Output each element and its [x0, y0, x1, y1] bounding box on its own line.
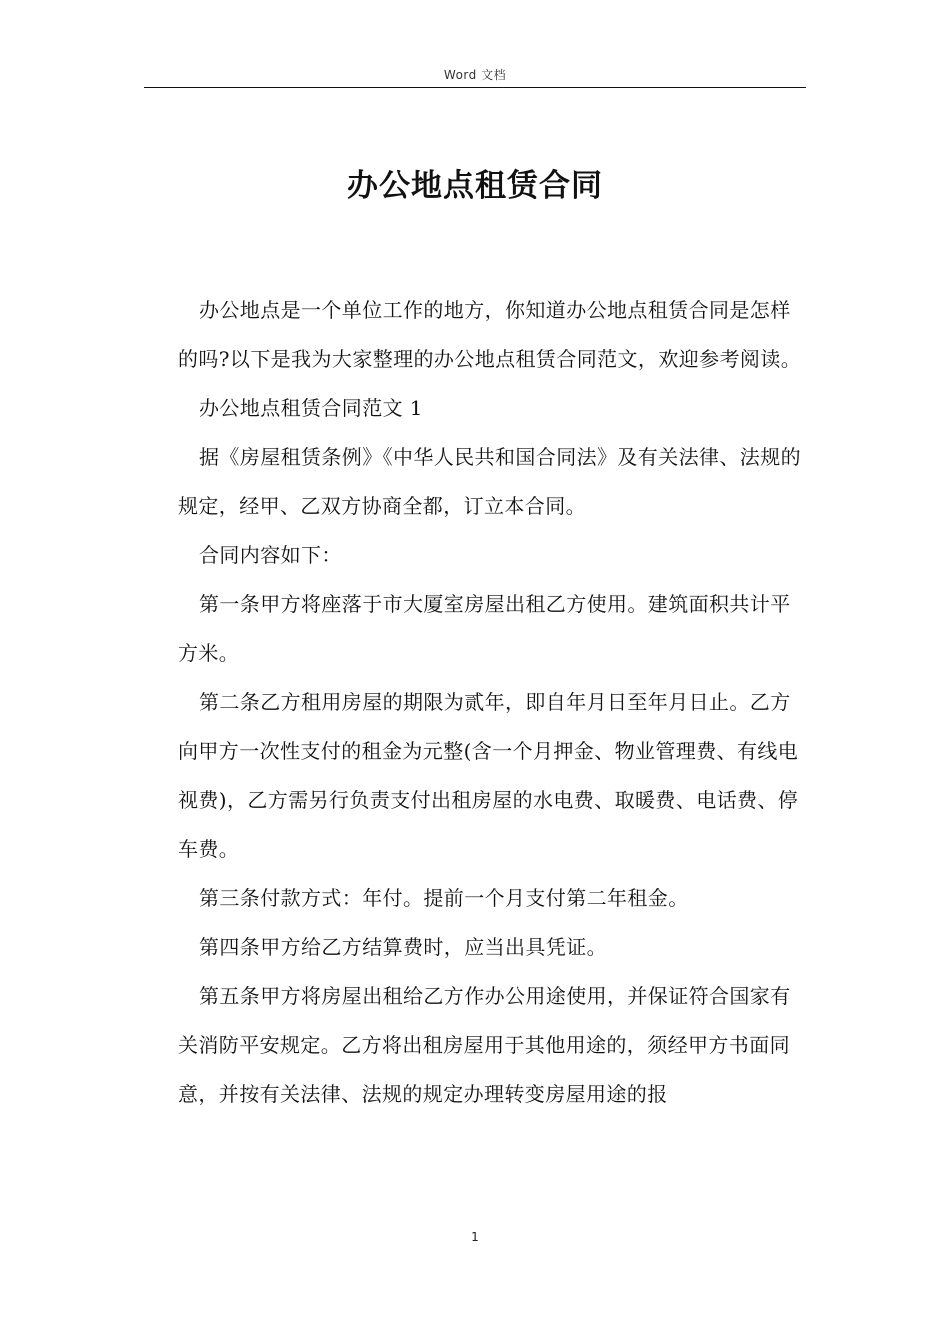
- paragraph-legal-basis: 据《房屋租赁条例》《中华人民共和国合同法》及有关法律、法规的规定，经甲、乙双方协商全都，订立本合同。: [178, 445, 801, 518]
- paragraph-article-3: 第三条付款方式：年付。提前一个月支付第二年租金。: [199, 886, 689, 910]
- document-body: [178, 286, 804, 1119]
- paragraph-article-4: 第四条甲方给乙方结算费时，应当出具凭证。: [199, 935, 607, 959]
- page-number: 1: [471, 1230, 479, 1244]
- paragraph-contents-intro: 合同内容如下：: [199, 543, 342, 567]
- page-header-label: Word 文档: [443, 68, 507, 82]
- paragraph-sample-heading: 办公地点租赁合同范文 1: [199, 396, 423, 420]
- paragraph-intro: 办公地点是一个单位工作的地方，你知道办公地点租赁合同是怎样的吗?以下是我为大家整理的办公地点租赁合同范文，欢迎参考阅读。: [178, 298, 802, 371]
- paragraph-article-5: 第五条甲方将房屋出租给乙方作办公用途使用，并保证符合国家有关消防平安规定。乙方将出租房屋用于其他用途的，须经甲方书面同意，并按有关法律、法规的规定办理转变房屋用途的报: [178, 984, 791, 1106]
- paragraph-article-1: 第一条甲方将座落于市大厦室房屋出租乙方使用。建筑面积共计平方米。: [178, 592, 791, 665]
- document-title: 办公地点租赁合同: [347, 168, 603, 204]
- header-rule: [144, 87, 806, 88]
- paragraph-article-2: 第二条乙方租用房屋的期限为贰年，即自年月日至年月日止。乙方向甲方一次性支付的租金为元整(含一个月押金、物业管理费、有线电视费)，乙方需另行负责支付出租房屋的水电费、取暖费、电话费、停车费。: [178, 690, 799, 861]
